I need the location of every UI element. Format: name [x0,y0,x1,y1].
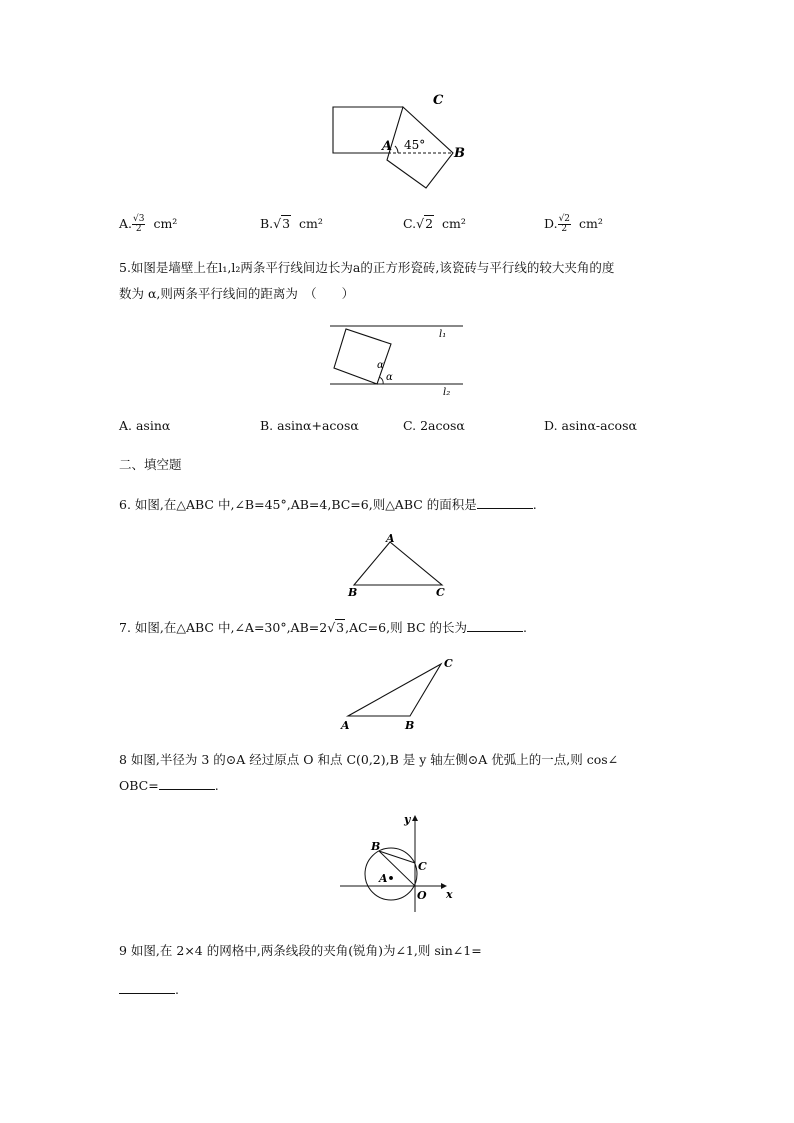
label-y: y [404,813,411,826]
q9-answer-line [119,980,179,1000]
unit: cm² [578,216,603,231]
triangle-abc [354,542,442,585]
label-alpha-2: α [386,372,393,383]
denominator: 2 [561,224,568,234]
fraction [558,215,571,234]
q5-option-a[interactable]: A. asinα [119,418,171,433]
q6-end: . [532,497,537,512]
q6-text [119,495,537,515]
label-b: B [371,840,381,853]
figure-q8-circle-axes [335,810,460,915]
q9-answer-blank[interactable] [119,981,175,994]
square-tile [334,329,391,384]
q7-text [119,618,527,638]
q7-question-end: ,AC=6,则 BC 的长为 [345,620,468,635]
q6-answer-blank[interactable] [477,496,533,509]
figure-rectangle-square [325,90,475,195]
option-letter: D. [544,216,558,231]
fraction [132,215,145,234]
option-letter: C. [403,216,417,231]
unit: cm² [153,216,178,231]
label-a-center: A• [379,872,395,885]
sqrt: √3 [327,620,345,635]
option-letter: B. [260,216,274,231]
label-b: B [405,719,415,732]
q4-option-a[interactable] [119,214,177,234]
figure-tile-parallel-lines [325,318,470,398]
sqrt: √3 [273,216,291,231]
q5-option-d[interactable]: D. asinα-acosα [544,418,637,433]
triangle-abc [348,664,441,716]
unit: cm² [299,216,323,231]
q4-option-d[interactable] [544,214,603,234]
q5-text-line2: 数为 α,则两条平行线间的距离为 （ ） [119,286,355,301]
numerator: √3 [133,214,145,224]
denominator: 2 [135,224,142,234]
q7-end: . [523,620,527,635]
label-c: C [444,657,453,670]
q5-text-line1: 5.如图是墙壁上在l₁,l₂两条平行线间边长为a的正方形瓷砖,该瓷砖与平行线的较大夹角的度 [119,260,615,275]
label-b: B [348,586,358,599]
label-x: x [446,888,453,901]
q9-end: . [175,982,179,997]
q9-text: 9 如图,在 2×4 的网格中,两条线段的夹角(锐角)为∠1,则 sin∠1= [119,943,482,958]
section-title-fill-in: 二、填空题 [119,457,182,472]
label-45deg: 45° [404,138,426,152]
numerator: √2 [558,214,571,224]
option-letter: A. [119,216,133,231]
q8-text-line1: 8 如图,半径为 3 的⊙A 经过原点 O 和点 C(0,2),B 是 y 轴左侧⊙A 优弧上的一点,则 cos∠ [119,752,619,767]
label-a: A [386,532,395,545]
y-axis-arrow [412,815,418,821]
radicand: 3 [336,620,345,635]
label-l2: l₂ [443,387,451,398]
figure-q7-triangle [338,652,463,734]
label-a: A [382,139,393,154]
label-c: C [418,860,427,873]
radicand: 3 [282,216,291,231]
q5-option-b[interactable]: B. asinα+acosα [260,418,359,433]
q7-answer-blank[interactable] [467,619,523,632]
q4-option-c[interactable] [403,214,466,234]
sqrt: √2 [416,216,434,231]
q8-text-line2 [119,776,219,796]
label-o: O [417,889,427,902]
q8-end: . [214,778,219,793]
q5-option-c[interactable]: C. 2acosα [403,418,465,433]
q7-question-start: 7. 如图,在△ABC 中,∠A=30°,AB=2 [119,620,328,635]
label-c: C [433,93,444,108]
unit: cm² [441,216,466,231]
q8-answer-blank[interactable] [159,777,215,790]
angle-arc [395,146,398,153]
label-alpha-1: α [377,360,384,371]
q6-question: 6. 如图,在△ABC 中,∠B=45°,AB=4,BC=6,则△ABC 的面积是 [119,497,477,512]
label-c: C [436,586,445,599]
rectangle-outline [333,107,403,153]
label-l1: l₁ [439,329,447,340]
radicand: 2 [425,216,434,231]
figure-q6-triangle [340,532,455,600]
label-b: B [454,146,465,161]
label-a: A [341,719,350,732]
q4-option-b[interactable] [260,214,323,234]
q8-question-end: OBC= [119,778,159,793]
